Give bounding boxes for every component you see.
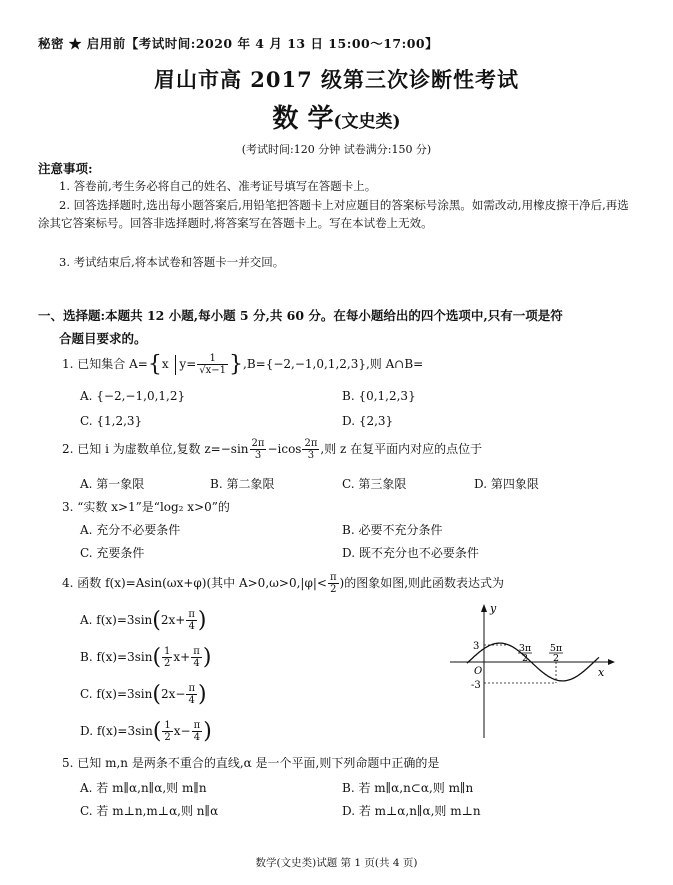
subject-title — [0, 98, 673, 135]
q4-stem-frac-den: 2 — [330, 584, 337, 595]
q1-pre: 1. 已知集合 A= — [62, 357, 148, 371]
q1-fraction — [197, 353, 228, 376]
q1-var: x — [161, 357, 169, 371]
q1-frac-num: 1 — [197, 353, 228, 365]
q2-frac2-num: 2π — [304, 438, 318, 449]
origin-label: O — [474, 666, 483, 677]
q1-frac-den: √x−1 — [199, 365, 227, 376]
question-2-stem — [62, 438, 482, 461]
tick-5pi-2-num: 5π — [549, 643, 563, 654]
q4-sine-graph — [450, 600, 620, 740]
y-axis-arrow-icon — [481, 604, 487, 612]
q4-b-pre: B. f(x)=3sin — [80, 650, 153, 664]
section-1-heading — [38, 304, 638, 350]
q4-pre: 4. 函数 f(x)=Asin(ωx+φ)(其中 A>0,ω>0,|φ|< — [62, 576, 327, 590]
q5-option-d: D. 若 m⊥α,n∥α,则 m⊥n — [342, 804, 481, 818]
question-4-stem — [62, 572, 504, 595]
q4-b-fraction-2 — [191, 646, 202, 669]
q4-b-num2: π — [193, 646, 200, 657]
q2-post: ,则 z 在复平面内对应的点位于 — [320, 442, 483, 456]
q4-a-in: 2x+ — [160, 613, 186, 627]
note-item-1: 1. 答卷前,考生务必将自己的姓名、准考证号填写在答题卡上。 — [59, 179, 377, 193]
q5-option-a: A. 若 m∥α,n∥α,则 m∥n — [80, 781, 207, 795]
q2-fraction-2 — [302, 438, 319, 461]
q1-post: ,B={−2,−1,0,1,2,3},则 A∩B= — [243, 357, 424, 371]
page-footer: 数学(文史类)试题 第 1 页(共 4 页) — [255, 857, 418, 869]
q2-option-d: D. 第四象限 — [474, 477, 539, 491]
tick-5pi-2-den: 2 — [552, 653, 560, 664]
y-axis-label: y — [490, 602, 497, 615]
q5-option-c: C. 若 m⊥n,m⊥α,则 n∥α — [80, 804, 219, 818]
exam-secret-notice: 秘密 ★ 启用前【考试时间:2020 年 4 月 13 日 15:00～17:00】 — [38, 36, 439, 51]
q2-frac2-den: 3 — [307, 450, 315, 461]
tick-3pi-2-den: 2 — [521, 653, 529, 664]
q4-b-den2: 4 — [193, 658, 200, 669]
q4-d-den1: 2 — [164, 732, 171, 743]
q2-option-c: C. 第三象限 — [342, 477, 407, 491]
question-5-stem: 5. 已知 m,n 是两条不重合的直线,α 是一个平面,则下列命题中正确的是 — [62, 756, 440, 770]
q4-d-num1: 1 — [164, 720, 171, 731]
note-item-2: 2. 回答选择题时,选出每小题答案后,用铅笔把答题卡上对应题目的答案标号涂黑。如需改动,用橡皮擦干净后,再选涂其它答案标号。回答非选择题时,将答案写在答题卡上。写在本试卷上无效。 — [38, 198, 629, 230]
q4-d-in: x− — [173, 724, 191, 738]
q4-option-c: C. f(x)=3sin(2x− $\frac{\pi}{4}$ ) — [80, 682, 207, 707]
exam-title: 眉山市高 2017 级第三次诊断性考试 — [153, 67, 520, 92]
q4-b-den1: 2 — [164, 658, 171, 669]
q4-b-num1: 1 — [164, 646, 171, 657]
q4-d-den2: 4 — [193, 732, 201, 743]
q1-option-c: C. {1,2,3} — [80, 414, 143, 428]
q1-option-b: B. {0,1,2,3} — [342, 389, 416, 403]
section-1-line1: 一、选择题:本题共 12 小题,每小题 5 分,共 60 分。在每小题给出的四个选项中,只有一项是符 — [38, 308, 563, 323]
subject-sub: (文史类) — [333, 112, 401, 132]
question-3-stem: 3. “实数 x>1”是“log₂ x>0”的 — [62, 500, 230, 514]
q4-c-den: 4 — [188, 695, 195, 706]
y-max-label: 3 — [473, 641, 480, 652]
x-axis-label: x — [598, 666, 605, 679]
q4-d-num2: π — [193, 720, 201, 731]
q3-option-a: A. 充分不必要条件 — [80, 523, 181, 537]
q4-d-fraction-2 — [192, 720, 203, 743]
tick-3pi-2-num: 3π — [518, 643, 532, 654]
q4-post: )的图象如图,则此函数表达式为 — [339, 576, 505, 590]
exam-time-info: (考试时间:120 分钟 试卷满分:150 分) — [241, 143, 432, 156]
q4-c-fraction — [186, 683, 197, 706]
q4-a-num: π — [188, 609, 195, 620]
q5-option-b: B. 若 m∥α,n⊂α,则 m∥n — [342, 781, 474, 795]
q4-c-in: 2x− — [160, 687, 186, 701]
q4-b-in: x+ — [173, 650, 191, 664]
q2-fraction-1 — [250, 438, 267, 461]
q3-option-b: B. 必要不充分条件 — [342, 523, 443, 537]
notes-heading: 注意事项: — [38, 161, 93, 176]
q3-option-c: C. 充要条件 — [80, 546, 145, 560]
q1-y: y= — [179, 357, 197, 371]
y-min-label: -3 — [471, 680, 481, 691]
q4-option-d: D. f(x)=3sin( $\frac{1}{2}$ x− $\frac{\pi}{4}$ ) — [80, 719, 212, 744]
q2-frac1-den: 3 — [254, 450, 262, 461]
q4-stem-fraction — [328, 572, 339, 595]
subject-main: 数 学 — [272, 104, 334, 134]
x-axis-arrow-icon — [608, 659, 615, 665]
question-1-stem: 1. 已知集合 A={x y= $\frac{1}{√x-1}$ },B={−2,−1,0,1,2,3},则 A∩B= — [62, 352, 424, 377]
q4-a-fraction — [186, 609, 197, 632]
q4-a-den: 4 — [188, 621, 195, 632]
q3-option-d: D. 既不充分也不必要条件 — [342, 546, 479, 560]
q4-b-fraction-1 — [162, 646, 172, 669]
q4-d-pre: D. f(x)=3sin — [80, 724, 153, 738]
q2-frac1-num: 2π — [251, 438, 265, 449]
q4-stem-frac-num: π — [329, 572, 337, 583]
q4-c-num: π — [188, 683, 196, 694]
q2-option-b: B. 第二象限 — [210, 477, 275, 491]
q4-c-pre: C. f(x)=3sin — [80, 687, 153, 701]
section-1-line2: 合题目要求的。 — [59, 331, 147, 346]
q2-mid: −icos — [267, 442, 302, 456]
q4-d-fraction-1 — [162, 720, 172, 743]
q1-option-a: A. {−2,−1,0,1,2} — [80, 389, 186, 403]
q4-option-a: A. f(x)=3sin(2x+ $\frac{\pi}{4}$ ) — [80, 608, 207, 633]
q2-option-a: A. 第一象限 — [80, 477, 145, 491]
q4-a-pre: A. f(x)=3sin — [80, 613, 153, 627]
q1-option-d: D. {2,3} — [342, 414, 394, 428]
note-item-3: 3. 考试结束后,将本试卷和答题卡一并交回。 — [59, 255, 285, 269]
q4-option-b: B. f(x)=3sin( $\frac{1}{2}$ x+ $\frac{\pi}{4}$ ) — [80, 645, 212, 670]
q2-pre: 2. 已知 i 为虚数单位,复数 z=−sin — [62, 442, 249, 456]
